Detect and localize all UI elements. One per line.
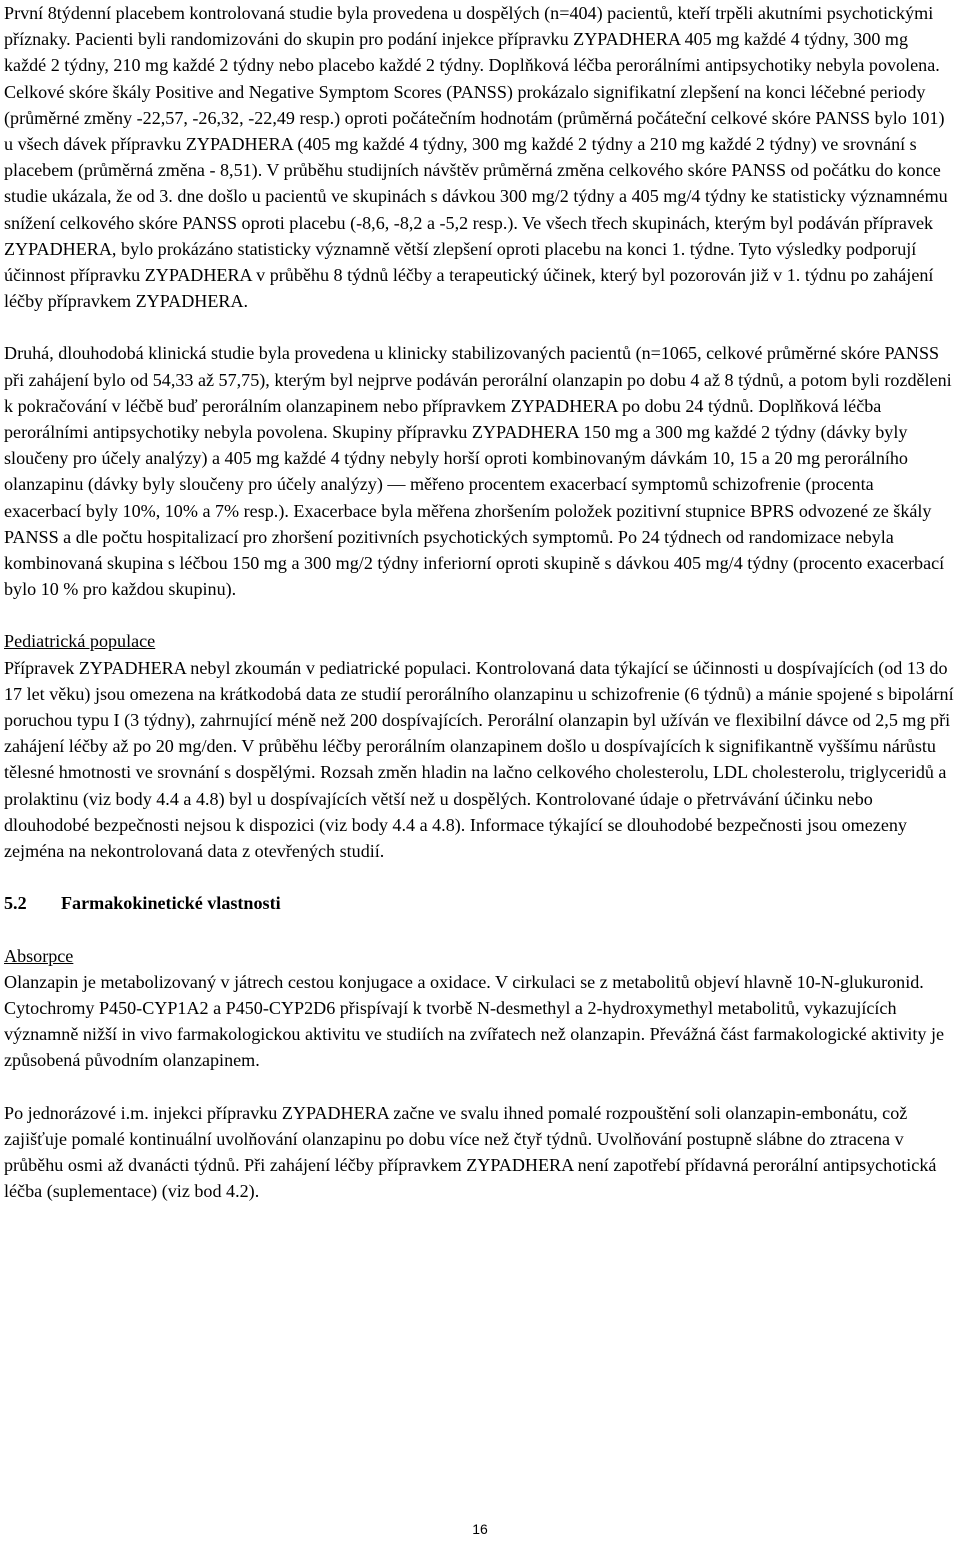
paragraph-injection-release: Po jednorázové i.m. injekci přípravku ZYPADHERA začne ve svalu ihned pomalé rozpouštění soli olanzapin-embonátu, což zajišťuje pomalé kontinuální uvolňování olanzapinu po dobu více než čtyř týdnů. Uvolňování postupně slábne do ztracena v průběhu osmi až dvanácti týdnů. Při zahájení léčby přípravkem ZYPADHERA není zapotřebí přídavná perorální antipsychotická léčba (suplementace) (viz bod 4.2).	[4, 1102, 937, 1202]
paragraph-gap	[4, 1074, 954, 1100]
section-number: 5.2	[4, 893, 27, 914]
paragraph-pediatric: Přípravek ZYPADHERA nebyl zkoumán v pediatrické populaci. Kontrolovaná data týkající se účinnosti u dospívajících (od 13 do 17 let věku) jsou omezena na krátkodobá data ze studií perorálního olanzapinu u schizofrenie (6 týdnů) a mánie spojené s bipolární poruchou typu I (3 týdny), zahrnující méně než 200 dospívajících. Perorální olanzapin byl užíván ve flexibilní dávce od 2,5 mg při zahájení léčby až po 20 mg/den. V průběhu léčby perorálním olanzapinem došlo u dospívajících k signifikantně vyššímu nárůstu tělesné hmotnosti ve srovnání s dospělými. Rozsah změn hladin na lačno celkového cholesterolu, LDL cholesterolu, triglyceridů a prolaktinu (viz body 4.4 a 4.8) byl u dospívajících větší než u dospělých. Kontrolované údaje o přetrvávání účinku nebo dlouhodobé bezpečnosti nejsou k dispozici (viz body 4.4 a 4.8). Informace týkající se dlouhodobé bezpečnosti jsou omezeny zejména na nekontrolovaná data z otevřených studií.	[4, 657, 954, 862]
section-heading	[4, 890, 954, 916]
paragraph-gap	[4, 314, 954, 340]
page-number: 16	[472, 1521, 488, 1537]
paragraph-gap	[4, 917, 954, 943]
paragraph-metabolism: Olanzapin je metabolizovaný v játrech cestou konjugace a oxidace. V cirkulaci se z metabolitů objeví hlavně 10-N-glukuronid. Cytochromy P450-CYP1A2 a P450-CYP2D6 přispívají k tvorbě N-desmethyl a 2-hydroxymethyl metabolitů, vykazujících významně nižší in vivo farmakologickou aktivitu ve studiích na zvířatech než olanzapin. Převážná část farmakologické aktivity je způsobená původním olanzapinem.	[4, 971, 945, 1071]
paragraph-long-term-study: Druhá, dlouhodobá klinická studie byla provedena u klinicky stabilizovaných pacientů (n=1065, celkové průměrné skóre PANSS při zahájení bylo od 54,33 až 57,75), kterým byl nejprve podáván perorální olanzapin po dobu 4 až 8 týdnů, a potom byli rozděleni k pokračování v léčbě buď perorálním olanzapinem nebo přípravkem ZYPADHERA po dobu 24 týdnů. Doplňková léčba perorálními antipsychotiky nebyla povolena. Skupiny přípravku ZYPADHERA 150 mg a 300 mg každé 2 týdny (dávky byly sloučeny pro účely analýzy) a 405 mg každé 4 týdny nebyly horší oproti kombinovaným dávkám 10, 15 a 20 mg perorálního olanzapinu (dávky byly sloučeny pro účely analýzy) — měřeno procentem exacerbací symptomů schizofrenie (procenta exacerbací byly 10%, 10% a 7% resp.). Exacerbace byla měřena zhoršením položek pozitivní stupnice BPRS odvozené ze škály PANSS a dle počtu hospitalizací pro zhoršení pozitivních psychotických symptomů. Po 24 týdnech od randomizace nebyla kombinovaná skupina s léčbou 150 mg a 300 mg/2 týdny inferiorní oproti skupině s dávkou 405 mg/4 týdny (procento exacerbací bylo 10 % pro každou skupinu).	[4, 343, 952, 600]
paragraph-gap	[4, 602, 954, 628]
document-page	[4, 0, 954, 1204]
absorption-heading: Absorpce	[4, 945, 74, 966]
paragraph-gap	[4, 864, 954, 890]
pediatric-heading: Pediatrická populace	[4, 631, 156, 652]
paragraph-acute-study: První 8týdenní placebem kontrolovaná studie byla provedena u dospělých (n=404) pacientů, kteří trpěli akutními psychotickými příznaky. Pacienti byli randomizováni do skupin pro podání injekce přípravku ZYPADHERA 405 mg každé 4 týdny, 300 mg každé 2 týdny, 210 mg každé 2 týdny nebo placebo každé 2 týdny. Doplňková léčba perorálními antipsychotiky nebyla povolena. Celkové skóre škály Positive and Negative Symptom Scores (PANSS) prokázalo signifikatní zlepšení na konci léčebné periody (průměrné změny -22,57, -26,32, -22,49 resp.) oproti počátečním hodnotám (průměrná počáteční celkové skóre PANSS bylo 101) u všech dávek přípravku ZYPADHERA (405 mg každé 4 týdny, 300 mg každé 2 týdny a 210 mg každé 2 týdny) ve srovnání s placebem (průměrná změna - 8,51). V průběhu studijních návštěv průměrná změna celkového skóre PANSS od počátku do konce studie ukázala, že od 3. dne došlo u pacientů ve skupinách s dávkou 300 mg/2 týdny a 405 mg/4 týdny ke statisticky významnému snížení celkového skóre PANSS oproti placebu (-8,6, -8,2 a -5,2 resp.). Ve všech třech skupinách, kterým byl podáván přípravek ZYPADHERA, bylo prokázáno statisticky významně větší zlepšení oproti placebu na konci 1. týdne. Tyto výsledky podporují účinnost přípravku ZYPADHERA v průběhu 8 týdnů léčby a terapeutický účinek, který byl pozorován již v 1. týdnu po zahájení léčby přípravkem ZYPADHERA.	[4, 3, 948, 312]
section-title: Farmakokinetické vlastnosti	[61, 893, 281, 914]
